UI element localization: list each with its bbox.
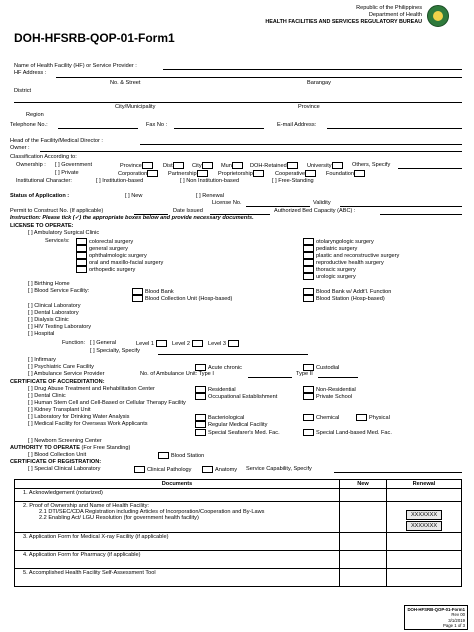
row-renewal-cell[interactable] (387, 533, 462, 551)
telephone-field[interactable] (58, 128, 138, 129)
function-label: Function: (62, 340, 86, 346)
email-label: E-mail Address: (277, 122, 317, 128)
row-renewal-cell[interactable] (387, 569, 462, 587)
doh-seal-logo (427, 5, 449, 27)
row-renewal-cell[interactable] (387, 551, 462, 569)
acute-chronic[interactable]: Acute chronic (195, 364, 242, 372)
service-capability[interactable]: Service Capability, Specify (246, 466, 312, 472)
row-document-sub: 2.2 Enabling Act/ LGU Resolution (for government health facility) (39, 515, 199, 521)
special-clinical-lab[interactable]: [ ] Special Clinical Laboratory (28, 466, 101, 472)
row-new-cell[interactable] (340, 502, 387, 533)
newborn-screening[interactable]: [ ] Newborn Screening Center (28, 438, 102, 444)
row-document: 1. Acknowledgement (notarized) (15, 489, 340, 502)
clinical-pathology[interactable]: Clinical Pathology (134, 466, 191, 474)
dental-clinic[interactable]: [ ] Dental Clinic (28, 393, 66, 399)
email-field[interactable] (327, 128, 462, 129)
non-residential[interactable]: Non-Residential (303, 386, 356, 394)
ambulance-no-label: No. of Ambulance Unit: Type I (140, 371, 214, 377)
permit-label: Permit to Construct No. (If applicable) (10, 208, 104, 214)
head-label: Head of the Facility/Medical Director : (10, 138, 103, 144)
ownership-others-field[interactable] (398, 168, 462, 169)
footer-date: 3/1/2019 (448, 617, 465, 623)
address-field[interactable] (56, 77, 462, 78)
blood-collection-hosp[interactable]: Blood Collection Unit (Hosp-based) (132, 295, 232, 303)
row-document: 5. Accomplished Health Facility Self-Assessment Tool (15, 569, 340, 587)
anatomy[interactable]: Anatomy (202, 466, 237, 474)
ato-heading (10, 445, 130, 452)
service-general-surgery[interactable]: general surgery (76, 245, 128, 253)
renewal-na-badge: XXXXXXX (406, 521, 442, 531)
barangay-label: Barangay (307, 80, 331, 86)
row-document: 3. Application Form for Medical X-ray Facility (if applicable) (15, 533, 340, 551)
region-label: Region (26, 112, 44, 118)
row-new-cell[interactable] (340, 551, 387, 569)
service-colorectal[interactable]: colorectal surgery (76, 238, 133, 246)
row-renewal-cell[interactable] (387, 489, 462, 502)
fax-field[interactable] (174, 128, 264, 129)
ownership-others[interactable]: Others, Specify (352, 162, 391, 168)
service-capability-field[interactable] (334, 472, 462, 473)
republic-text: Republic of the Philippines (356, 5, 422, 11)
row-new-cell[interactable] (340, 569, 387, 587)
ownership-foundation[interactable]: Foundation (326, 170, 367, 178)
special-seafarer[interactable]: Special Seafarer's Med. Fac. (195, 429, 280, 437)
form-code-title: DOH-HFSRB-QOP-01-Form1 (14, 31, 175, 45)
blood-bank-addtl[interactable]: Blood Bank w/ Addt'l. Function (303, 288, 391, 296)
ownership-city[interactable]: City (192, 162, 215, 170)
status-renewal[interactable]: [ ] Renewal (196, 193, 224, 199)
drug-abuse-center[interactable]: [ ] Drug Abuse Treatment and Rehabilitation Center (28, 386, 155, 392)
function-level1[interactable]: Level 1 (136, 340, 169, 348)
occupational-establishment[interactable]: Occupational Establishment (195, 393, 277, 401)
specialty-field[interactable] (158, 354, 308, 355)
owner-field[interactable] (40, 151, 462, 152)
ownership-label: Ownership : (16, 162, 46, 168)
service-otolaryngologic[interactable]: otolaryngologic surgery (303, 238, 374, 246)
non-institution-based[interactable]: [ ] Non Institution-based (180, 178, 240, 184)
license-no-field[interactable] (246, 206, 310, 207)
blood-bank[interactable]: Blood Bank (132, 288, 174, 296)
header-new: New (340, 480, 387, 489)
ownership-cooperative[interactable]: Cooperative (275, 170, 318, 178)
row-document: 4. Application Form for Pharmacy (if applicable) (15, 551, 340, 569)
validity-field[interactable] (340, 206, 462, 207)
ownership-private[interactable]: [ ] Private (55, 170, 79, 176)
kidney-transplant[interactable]: [ ] Kidney Transplant Unit (28, 407, 91, 413)
head-field[interactable] (140, 144, 462, 145)
type1-field[interactable] (248, 377, 292, 378)
telephone-label: Telephone No.: (10, 122, 48, 128)
psychiatric-care[interactable]: [ ] Psychiatric Care Facility (28, 364, 94, 370)
province-label: Province (298, 104, 320, 110)
footer-code: DOH-HFSRB-QOP-01-Form1 (407, 607, 465, 612)
drinking-water-lab[interactable]: [ ] Laboratory for Drinking Water Analysis (28, 414, 130, 420)
classification-label: Classification According to: (10, 154, 77, 160)
header-documents: Documents (15, 480, 340, 489)
function-level2[interactable]: Level 2 (172, 340, 205, 348)
requirements-table (14, 479, 462, 587)
ownership-corporation[interactable]: Corporation (118, 170, 160, 178)
bacteriological[interactable]: Bacteriological (195, 414, 244, 422)
lto-heading: LICENSE TO OPERATE: (10, 223, 74, 229)
ownership-university[interactable]: University (307, 162, 345, 170)
row-document (15, 502, 340, 533)
table-header-row (15, 480, 462, 489)
facility-name-field[interactable] (163, 69, 462, 70)
table-row (15, 569, 462, 587)
chemical[interactable]: Chemical (303, 414, 339, 422)
ownership-partnership[interactable]: Partnership (168, 170, 210, 178)
footer-doc-info (404, 605, 468, 630)
instruction-text: Instruction: Please tick (✓) the appropriate boxes below and provide necessary documents. (10, 215, 254, 221)
status-label: Status of Application : (10, 193, 70, 199)
ato-heading-text: AUTHORITY TO OPERATE (10, 445, 80, 451)
institutional-label: Institutional Character: (16, 178, 72, 184)
row-document-sub: 2.1 DTI/SEC/CDA Registration including Articles of Incorporation/Cooperation and By-Laws (39, 509, 265, 515)
ato-blood-station[interactable]: Blood Station (158, 452, 204, 460)
table-row (15, 502, 462, 533)
ambulance-service[interactable]: [ ] Ambulance Service Provider (28, 371, 105, 377)
ownership-proprietorship[interactable]: Proprietorship (218, 170, 266, 178)
ato-blood-collection[interactable]: [ ] Blood Collection Unit (28, 452, 87, 458)
city-field[interactable] (14, 102, 462, 103)
status-new[interactable]: [ ] New (125, 193, 143, 199)
ownership-dist[interactable]: Dist (163, 162, 186, 170)
blood-station-hosp[interactable]: Blood Station (Hosp-based) (303, 295, 385, 303)
stem-cell-facility[interactable]: [ ] Human Stem Cell and Cell-Based or Cellular Therapy Facility (28, 400, 186, 406)
regular-medical-facility[interactable]: Regular Medical Facility (195, 421, 267, 429)
service-ophthalmologic[interactable]: ophthalmologic surgery (76, 252, 147, 260)
type2-field[interactable] (318, 377, 358, 378)
hospital[interactable]: [ ] Hospital (28, 331, 55, 337)
ofw-medical-facility[interactable]: [ ] Medical Facility for Overseas Work Applicants (28, 421, 148, 427)
infirmary[interactable]: [ ] Infirmary (28, 357, 56, 363)
physical[interactable]: Physical (356, 414, 390, 422)
services-label: Service/s: (45, 238, 70, 244)
function-level3[interactable]: Level 3 (208, 340, 241, 348)
footer-page: Page 1 of 3 (443, 622, 465, 628)
blood-service-facility[interactable]: [ ] Blood Service Facility: (28, 288, 90, 294)
footer-rev: Rev 00 (451, 612, 465, 618)
service-thoracic[interactable]: thoracic surgery (303, 266, 356, 274)
row-document-main: 2. Proof of Ownership and Name of Health Facility: (23, 503, 149, 509)
dental-laboratory[interactable]: [ ] Dental Laboratory (28, 310, 79, 316)
private-school[interactable]: Private School (303, 393, 352, 401)
header-renewal: Renewal (387, 480, 462, 489)
row-new-cell[interactable] (340, 533, 387, 551)
service-reproductive[interactable]: reproductive health surgery (303, 259, 384, 267)
clinical-laboratory[interactable]: [ ] Clinical Laboratory (28, 303, 81, 309)
ownership-government[interactable]: [ ] Government (55, 162, 92, 168)
special-land-based[interactable]: Special Land-based Med. Fac. (303, 429, 392, 437)
address-label: HF Address : (14, 70, 47, 76)
ato-heading-note: (For Free Standing) (81, 445, 131, 451)
date-issued-label: Date Issued (173, 208, 203, 214)
ownership-mun[interactable]: Mun (221, 162, 245, 170)
table-row (15, 551, 462, 569)
city-label: City/Municipality (115, 104, 156, 110)
bed-capacity-label: Authorized Bed Capacity (ABC) : (274, 208, 356, 214)
residential[interactable]: Residential (195, 386, 236, 394)
ownership-doh-retained[interactable]: DOH-Retained (250, 162, 300, 170)
fax-label: Fax No : (146, 122, 168, 128)
service-pediatric[interactable]: pediatric surgery (303, 245, 357, 253)
institution-based[interactable]: [ ] Institution-based (96, 178, 144, 184)
row-new-cell[interactable] (340, 489, 387, 502)
service-urologic[interactable]: urologic surgery (303, 273, 356, 281)
owner-label: Owner : (10, 145, 30, 151)
dialysis-clinic[interactable]: [ ] Dialysis Clinic (28, 317, 69, 323)
table-row (15, 533, 462, 551)
function-general[interactable]: [ ] General (90, 340, 117, 346)
hiv-testing-laboratory[interactable]: [ ] HIV Testing Laboratory (28, 324, 92, 330)
type2-label: Type II (296, 371, 313, 377)
validity-label: Validity (313, 200, 331, 206)
birthing-home[interactable]: [ ] Birthing Home (28, 281, 70, 287)
license-no-label: License No. (212, 200, 242, 206)
department-text: Department of Health (368, 12, 422, 18)
function-specialty[interactable]: [ ] Specialty, Specify (90, 348, 140, 354)
service-plastic[interactable]: plastic and reconstructive surgery (303, 252, 399, 260)
cor-heading: CERTIFICATE OF REGISTRATION: (10, 459, 102, 465)
free-standing[interactable]: [ ] Free-Standing (272, 178, 314, 184)
ownership-province[interactable]: Province (120, 162, 155, 170)
renewal-na-badge: XXXXXXX (406, 510, 442, 520)
service-orthopedic[interactable]: orthopedic surgery (76, 266, 135, 274)
bed-capacity-field[interactable] (380, 214, 462, 215)
table-row (15, 489, 462, 502)
district-label: District (14, 88, 32, 94)
no-street-label: No. & Street (110, 80, 141, 86)
ambulatory-clinic[interactable]: [ ] Ambulatory Surgical Clinic (28, 230, 100, 236)
service-oral-maxillo[interactable]: oral and maxillo-facial surgery (76, 259, 163, 267)
coa-heading: CERTIFICATE OF ACCREDITATION: (10, 379, 105, 385)
row-renewal-cell (387, 502, 462, 533)
bureau-text: HEALTH FACILITIES AND SERVICES REGULATORY BUREAU (265, 19, 422, 25)
facility-name-label: Name of Health Facility (HF) or Service Provider : (14, 63, 137, 69)
custodial[interactable]: Custodial (303, 364, 339, 372)
